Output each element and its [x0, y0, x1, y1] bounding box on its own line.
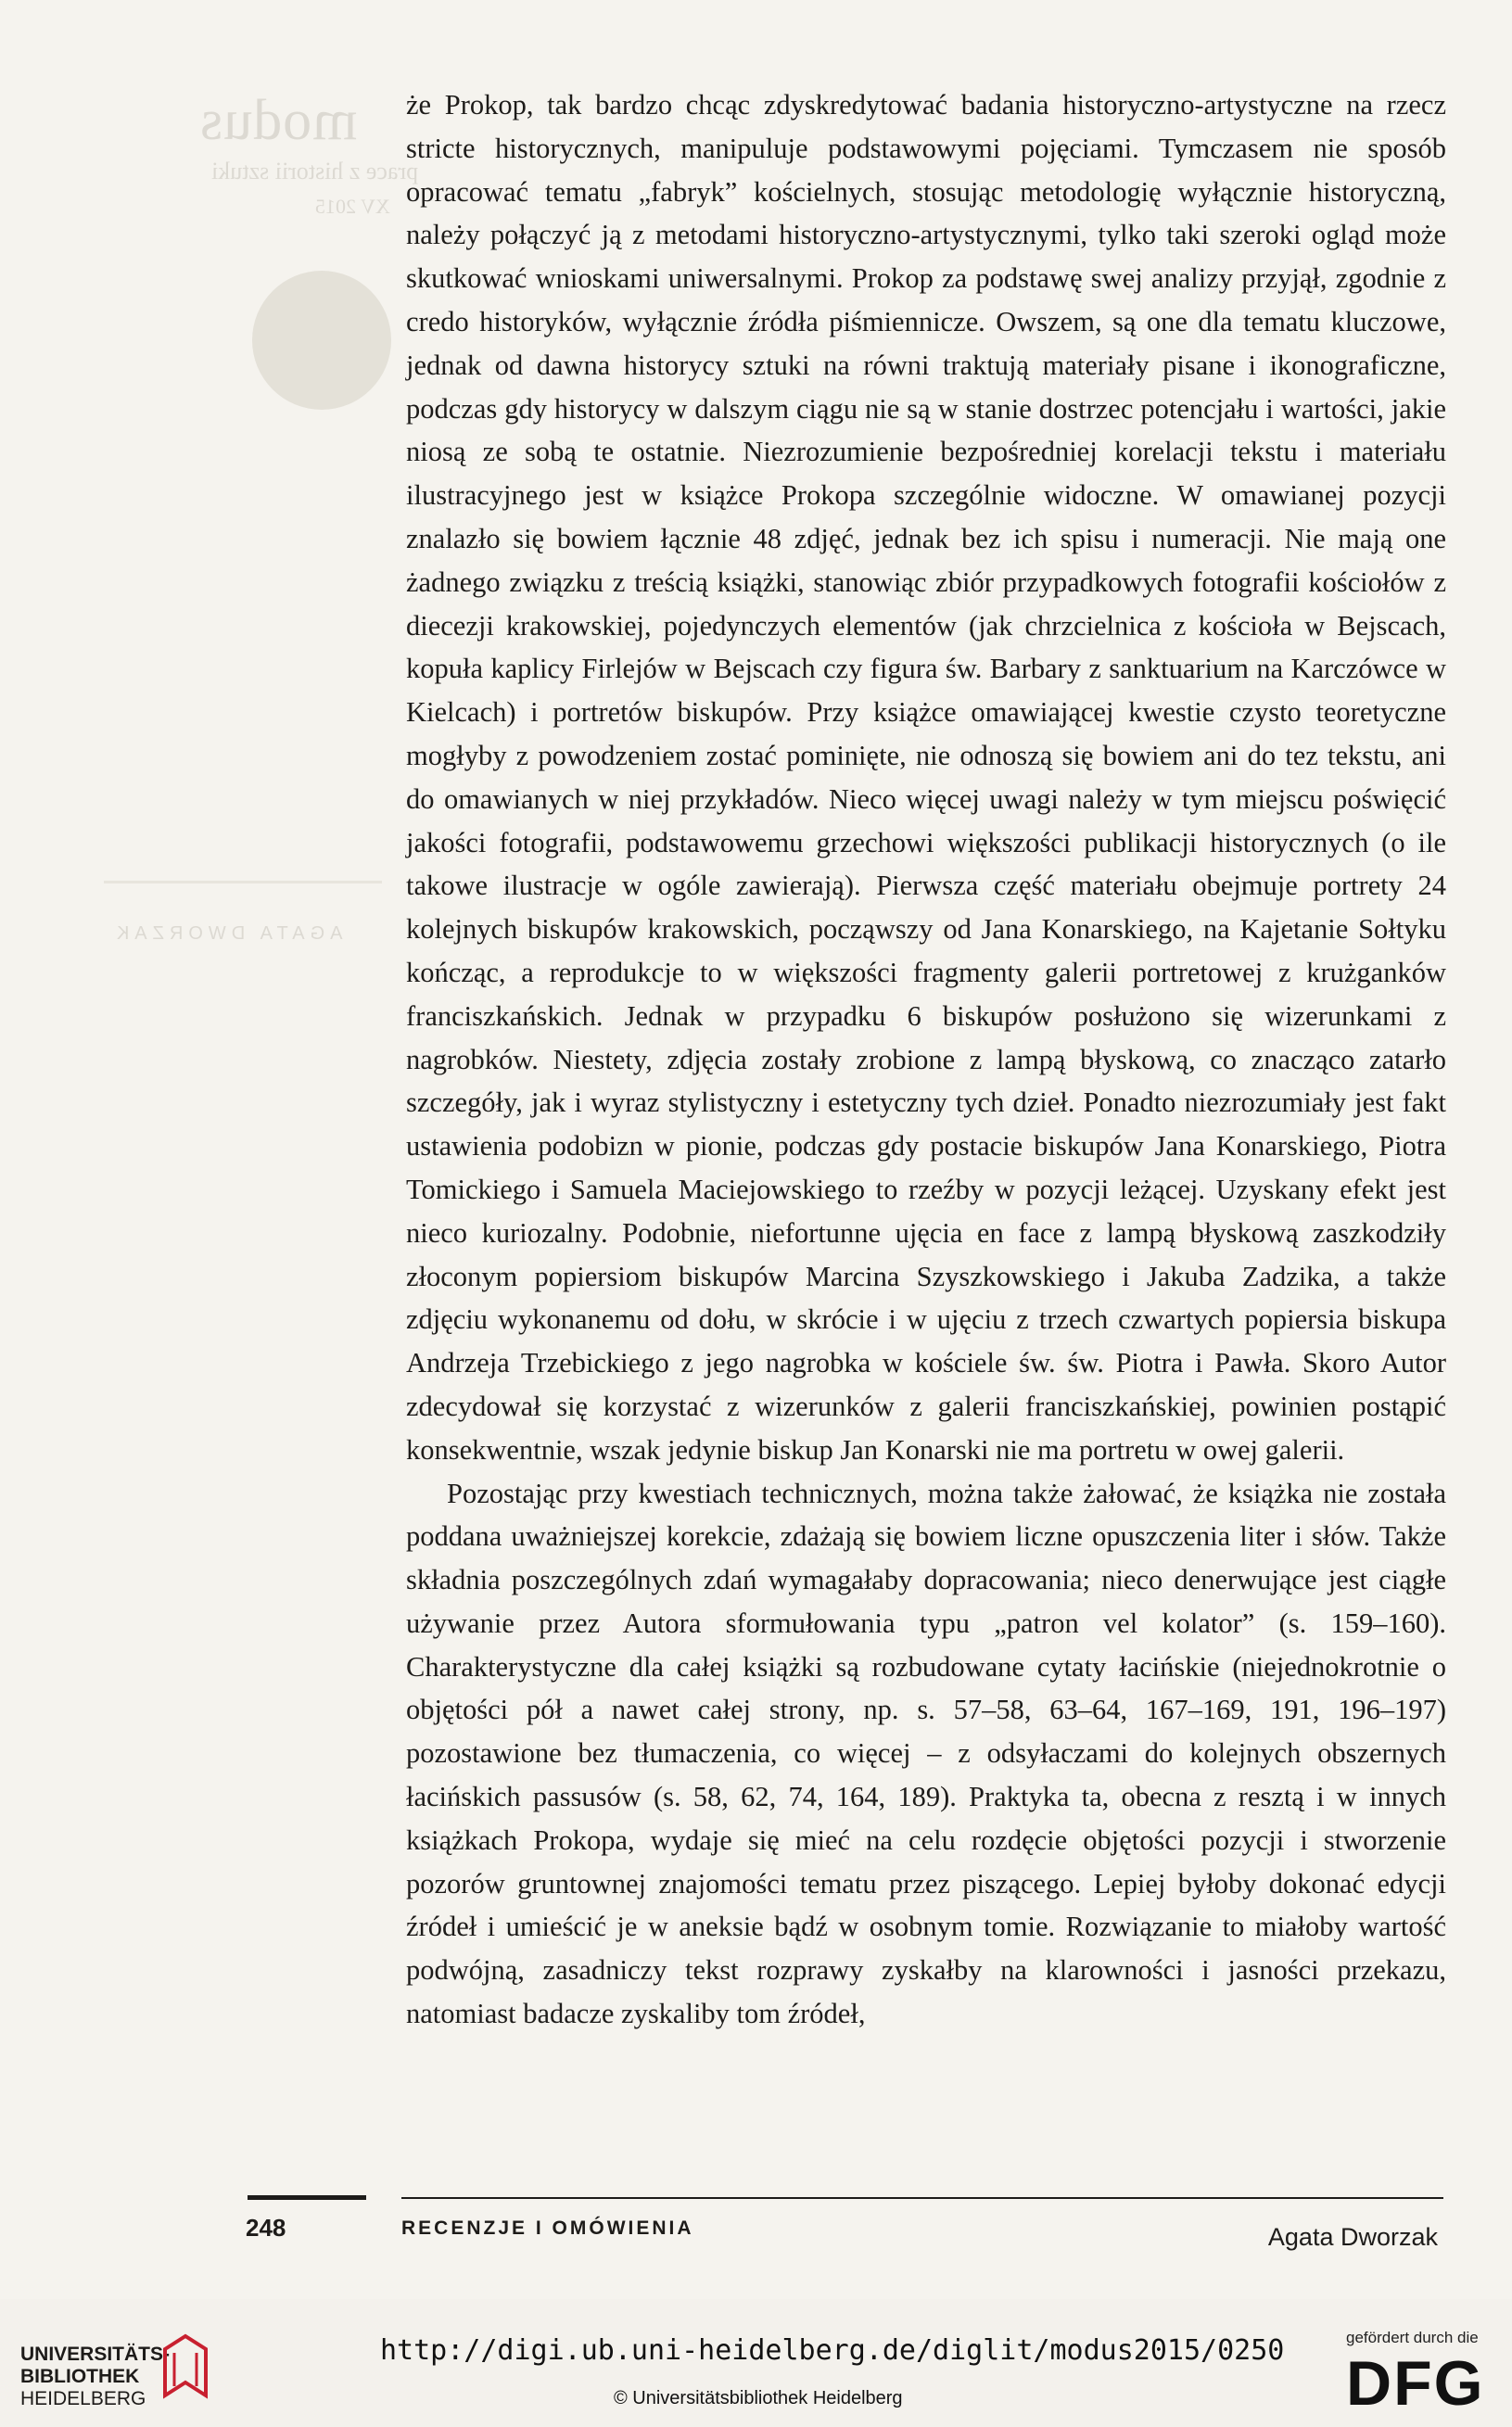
bleed-through-author: AGATA DWORZAK: [111, 923, 343, 944]
ub-heidelberg-logo-icon: [158, 2329, 213, 2403]
dfg-logo: DFG: [1346, 2348, 1485, 2419]
section-title: RECENZJE I OMÓWIENIA: [401, 2217, 694, 2239]
bleed-through-subtitle: prace z historii sztuki: [211, 158, 419, 184]
paragraph-1: że Prokop, tak bardzo chcąc zdyskredytować badania historyczno-artystyczne na rzecz stricte historycznych, manipuluje podstawowymi pojęciami. Tymczasem nie sposób opracować tematu „fabryk” kościelnych, stosując metodologię wyłącznie historyczną, należy połączyć ją z metodami historyczno-artystycznymi, tylko taki szeroki ogląd może skutkować wnioskami uniwersalnymi. Prokop za podstawę swej analizy przyjął, zgodnie z credo historyków, wyłącznie źródła piśmiennicze. Owszem, są one dla tematu kluczowe, jednak od dawna historycy sztuki na równi traktują materiały pisane i ikonograficzne, podczas gdy historycy w dalszym ciągu nie są w stanie dostrzec potencjału i wartości, jakie niosą ze sobą te ostatnie. Niezrozumienie bezpośredniej korelacji tekstu i materiału ilustracyjnego jest w książce Prokopa szczególnie widoczne. W omawianej pozycji znalazło się bowiem łącznie 48 zdjęć, jednak bez ich spisu i numeracji. Nie mają one żadnego związku z treścią książki, stanowiąc zbiór przypadkowych fotografii kościołów z diecezji krakowskiej, pojedynczych elementów (jak chrzcielnica z kościoła w Bejscach, kopuła kaplicy Firlejów w Bejscach czy figura św. Barbary z sanktuarium na Karczówce w Kielcach) i portretów biskupów. Przy książce omawiającej kwestie czysto teoretyczne mogłyby z powodzeniem zostać pominięte, nie odnoszą się bowiem ani do tez tekstu, ani do omawianych w niej przykładów. Nieco więcej uwagi należy w tym miejscu poświęcić jakości fotografii, podstawowemu grzechowi większości publikacji historycznych (o ile takowe ilustracje w ogóle zawierają). Pierwsza część materiału obejmuje portrety 24 kolejnych biskupów krakowskich, począwszy od Jana Konarskiego, na Kajetanie Sołtyku kończąc, a reprodukcje to w większości fragmenty galerii portretowej z krużganków franciszkańskich. Jednak w przypadku 6 biskupów posłużono się wizerunkami z nagrobków. Niestety, zdjęcia zostały zrobione z lampą błyskową, co znacząco zatarło szczegóły, jak i wyraz stylistyczny i estetyczny tych dzieł. Ponadto niezrozumiały jest fakt ustawienia podobizn w pionie, podczas gdy postacie biskupów Jana Konarskiego, Piotra Tomickiego i Samuela Maciejowskiego to rzeźby w pozycji leżącej. Uzyskany efekt jest nieco kuriozalny. Podobnie, niefortunne ujęcia en face z lampą błyskową zaszkodziły złoconym popiersiom biskupów Marcina Szyszkowskiego i Jakuba Zadzika, a także zdjęciu wykonanemu od dołu, w skrócie i w ujęciu z trzech czwartych popiersia biskupa Andrzeja Trzebickiego z jego nagrobka w kościele św. św. Piotra i Pawła. Skoro Autor zdecydował się korzystać z wizerunków z galerii franciszkańskiej, powinien postąpić konsekwentnie, wszak jedynie biskup Jan Konarski nie ma portretu w owej galerii.: [406, 89, 1446, 1466]
library-name-line-2: BIBLIOTHEK: [20, 2366, 140, 2387]
permalink-url[interactable]: http://digi.ub.uni-heidelberg.de/diglit/modus2015/0250: [380, 2334, 1285, 2367]
library-name-line-1: UNIVERSITÄTS-: [20, 2344, 171, 2365]
library-name-line-3: HEIDELBERG: [20, 2388, 146, 2409]
footer-rule-thick: [248, 2195, 366, 2200]
bleed-through-volume: XV 2015: [315, 195, 390, 218]
bleed-through-journal-title: modus: [199, 89, 358, 152]
footer-rule-thin: [401, 2197, 1443, 2199]
body-text: [406, 83, 1446, 2036]
library-name: [20, 2344, 170, 2410]
page-number: 248: [246, 2214, 286, 2242]
paragraph-2: Pozostając przy kwestiach technicznych, można także żałować, że książka nie została poddana uważniejszej korekcie, zdażają się bowiem liczne opuszczenia liter i słów. Także składnia poszczególnych zdań wymagałaby dopracowania; nieco denerwujące jest ciągłe używanie przez Autora sformułowania typu „patron vel kolator” (s. 159–160). Charakterystyczne dla całej książki są rozbudowane cytaty łacińskie (niejednokrotnie o objętości pół a nawet całej strony, np. s. 57–58, 63–64, 167–169, 191, 196–197) pozostawione bez tłumaczenia, co więcej – z odsyłaczami do kolejnych obszernych łacińskich passusów (s. 58, 62, 74, 164, 189). Praktyka ta, obecna z resztą i w innych książkach Prokopa, wydaje się mieć na celu rozdęcie objętości pozycji i stworzenie pozorów gruntownej znajomości tematu przez piszącego. Lepiej byłoby dokonać edycji źródeł i umieścić je w aneksie bądź w osobnym tomie. Rozwiązanie to miałoby wartość podwójną, zasadniczy tekst rozprawy zyskałby na klarowności i jasności przekazu, natomiast badacze zyskaliby tom źródeł,: [406, 1477, 1446, 2030]
running-author: Agata Dworzak: [1267, 2223, 1438, 2251]
copyright-notice: © Universitätsbibliothek Heidelberg: [614, 2388, 903, 2408]
funding-label: gefördert durch die: [1346, 2329, 1479, 2346]
